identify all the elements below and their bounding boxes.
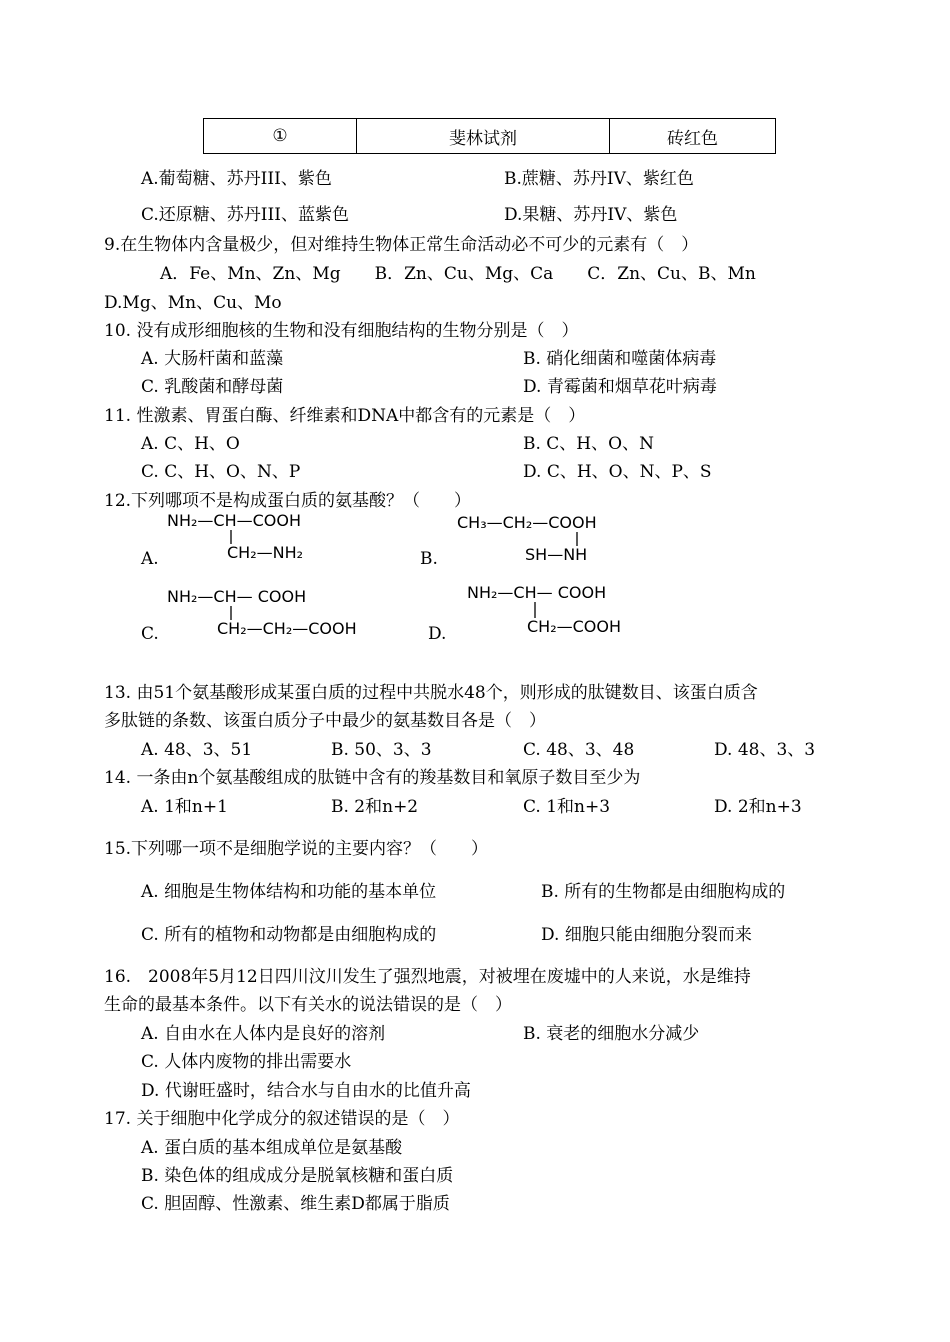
structure-b-top: CH₃—CH₂—COOH	[457, 513, 597, 532]
q13-option-c: C. 48、3、48	[523, 740, 635, 760]
reagent-table	[203, 118, 776, 154]
q16-option-d: D. 代谢旺盛时，结合水与自由水的比值升高	[141, 1081, 471, 1101]
q14-option-d: D. 2和n+3	[714, 797, 802, 817]
structure-b	[455, 510, 635, 566]
structure-a	[165, 508, 345, 564]
q9-options-line2: D.Mg、Mn、Cu、Mo	[104, 293, 282, 313]
q16-option-c: C. 人体内废物的排出需要水	[141, 1052, 352, 1072]
q8-option-a: A.葡萄糖、苏丹III、紫色	[141, 169, 332, 189]
q10-option-d: D. 青霉菌和烟草花叶病毒	[523, 377, 717, 397]
q12-label-b: B.	[420, 549, 438, 569]
q10-stem: 10. 没有成形细胞核的生物和没有细胞结构的生物分别是（ ）	[104, 321, 579, 341]
q9-stem: 9.在生物体内含量极少，但对维持生物体正常生命活动必不可少的元素有（ ）	[104, 235, 699, 255]
q13-option-a: A. 48、3、51	[141, 740, 253, 760]
q17-option-b: B. 染色体的组成成分是脱氧核糖和蛋白质	[141, 1166, 454, 1186]
q14-option-a: A. 1和n+1	[141, 797, 228, 817]
q8-option-c: C.还原糖、苏丹III、蓝紫色	[141, 205, 349, 225]
structure-d-top: NH₂—CH— COOH	[467, 583, 607, 602]
structure-c-bottom: CH₂—CH₂—COOH	[217, 619, 357, 638]
q12-stem: 12.下列哪项不是构成蛋白质的氨基酸？（ ）	[104, 491, 472, 511]
q11-option-a: A. C、H、O	[141, 434, 240, 454]
q16-option-b: B. 衰老的细胞水分减少	[523, 1024, 700, 1044]
q13-stem-line2: 多肽链的条数、该蛋白质分子中最少的氨基数目各是（ ）	[104, 711, 546, 731]
q16-option-a: A. 自由水在人体内是良好的溶剂	[141, 1024, 386, 1044]
q14-option-b: B. 2和n+2	[331, 797, 419, 817]
q11-option-c: C. C、H、O、N、P	[141, 462, 301, 482]
q11-option-b: B. C、H、O、N	[523, 434, 654, 454]
q17-option-a: A. 蛋白质的基本组成单位是氨基酸	[141, 1138, 403, 1158]
q15-stem: 15.下列哪一项不是细胞学说的主要内容？（ ）	[104, 839, 489, 859]
structure-c	[165, 582, 395, 640]
q13-option-b: B. 50、3、3	[331, 740, 432, 760]
table-cell: 斐林试剂	[357, 119, 610, 154]
q14-option-c: C. 1和n+3	[523, 797, 611, 817]
structure-c-top: NH₂—CH— COOH	[167, 587, 307, 606]
structure-b-bottom: SH—NH	[525, 545, 588, 564]
q10-option-c: C. 乳酸菌和酵母菌	[141, 377, 284, 397]
q17-stem: 17. 关于细胞中化学成分的叙述错误的是（ ）	[104, 1109, 460, 1129]
q11-stem: 11. 性激素、胃蛋白酶、纤维素和DNA中都含有的元素是（ ）	[104, 406, 586, 426]
structure-d	[465, 578, 665, 640]
structure-a-top: NH₂—CH—COOH	[167, 511, 302, 530]
q15-option-d: D. 细胞只能由细胞分裂而来	[541, 925, 752, 945]
structure-d-bottom: CH₂—COOH	[527, 617, 622, 636]
table-cell: 砖红色	[610, 119, 776, 154]
q11-option-d: D. C、H、O、N、P、S	[523, 462, 712, 482]
q12-label-a: A.	[141, 549, 159, 569]
structure-a-bottom: CH₂—NH₂	[227, 543, 304, 562]
q16-stem-line2: 生命的最基本条件。以下有关水的说法错误的是（ ）	[104, 995, 512, 1015]
q13-stem-line1: 13. 由51个氨基酸形成某蛋白质的过程中共脱水48个，则形成的肽键数目、该蛋白质含	[104, 683, 758, 703]
q17-option-c: C. 胆固醇、性激素、维生素D都属于脂质	[141, 1194, 450, 1214]
q10-option-a: A. 大肠杆菌和蓝藻	[141, 349, 284, 369]
q9-options-line1: A．Fe、Mn、Zn、Mg B．Zn、Cu、Mg、Ca C．Zn、Cu、B、Mn	[160, 264, 756, 284]
q8-option-d: D.果糖、苏丹IV、紫色	[504, 205, 678, 225]
q12-label-c: C.	[141, 624, 159, 644]
q8-option-b: B.蔗糖、苏丹IV、紫红色	[504, 169, 694, 189]
q14-stem: 14. 一条由n个氨基酸组成的肽链中含有的羧基数目和氧原子数目至少为	[104, 768, 641, 788]
q15-option-a: A. 细胞是生物体结构和功能的基本单位	[141, 882, 437, 902]
q15-option-b: B. 所有的生物都是由细胞构成的	[541, 882, 786, 902]
table-row	[204, 119, 776, 154]
q12-label-d: D.	[428, 624, 447, 644]
q13-option-d: D. 48、3、3	[714, 740, 816, 760]
table-cell: ①	[204, 119, 357, 154]
q16-stem-line1: 16. 2008年5月12日四川汶川发生了强烈地震，对被埋在废墟中的人来说，水是维持	[104, 967, 751, 987]
q15-option-c: C. 所有的植物和动物都是由细胞构成的	[141, 925, 437, 945]
q10-option-b: B. 硝化细菌和噬菌体病毒	[523, 349, 717, 369]
